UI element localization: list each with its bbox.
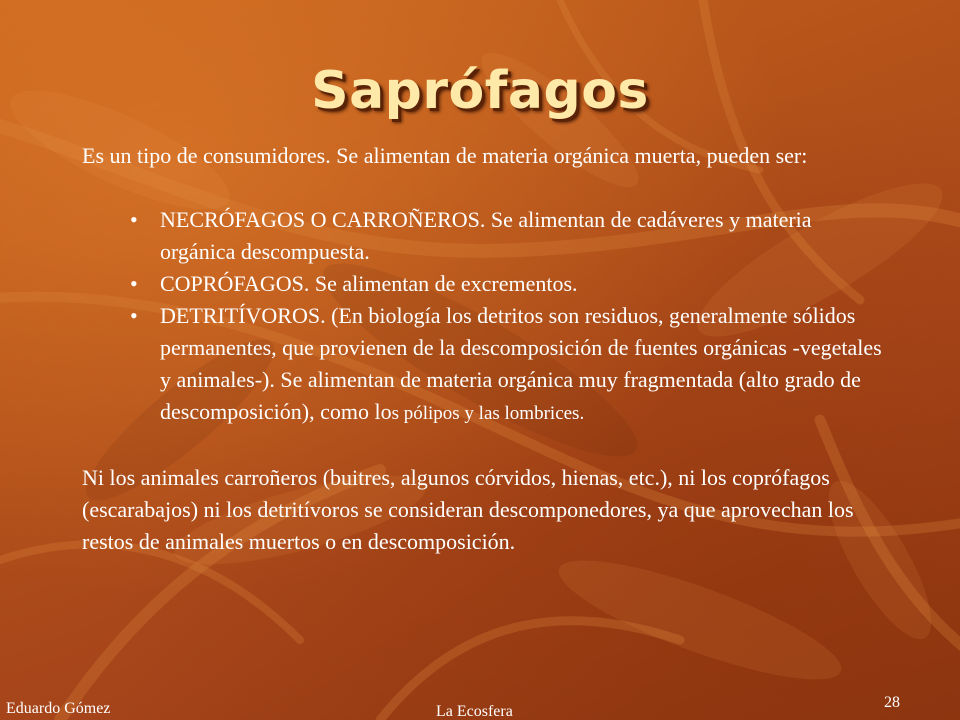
bullet-icon: • [130, 303, 138, 328]
slide-body [82, 140, 882, 558]
list-item [130, 204, 882, 268]
list-item-text-small: s pólipos y las lombrices. [391, 403, 585, 424]
list-item [130, 300, 882, 430]
list-item-text: COPRÓFAGOS. Se alimentan de excrementos. [160, 271, 578, 296]
bullet-list [82, 204, 882, 430]
list-item-text: DETRITÍVOROS. (En biología los detritos son residuos, generalmente sólidos permanentes, que provienen de la descomposición de fuentes orgánicas -vegetales y animales-). Se alimentan de materia orgánica muy fragmentada (alto grado de descomposición), como lo [160, 303, 882, 424]
footer-author: Eduardo Gómez [6, 700, 111, 717]
intro-paragraph: Es un tipo de consumidores. Se alimentan de materia orgánica muerta, pueden ser: [82, 143, 808, 168]
closing-paragraph: Ni los animales carroñeros (buitres, algunos córvidos, hienas, etc.), ni los coprófagos (escarabajos) ni los detritívoros se consideran descomponedores, ya que aprovechan los restos de animales muertos o en descomposición. [82, 465, 854, 554]
page-number: 28 [884, 694, 900, 711]
list-item [130, 268, 882, 300]
slide-title: Saprófagos [311, 61, 649, 121]
bullet-icon: • [130, 207, 138, 232]
footer-title: La Ecosfera [436, 703, 513, 720]
bullet-icon: • [130, 271, 138, 296]
list-item-text: NECRÓFAGOS O CARROÑEROS. Se alimentan de cadáveres y materia orgánica descompuesta. [160, 207, 812, 264]
